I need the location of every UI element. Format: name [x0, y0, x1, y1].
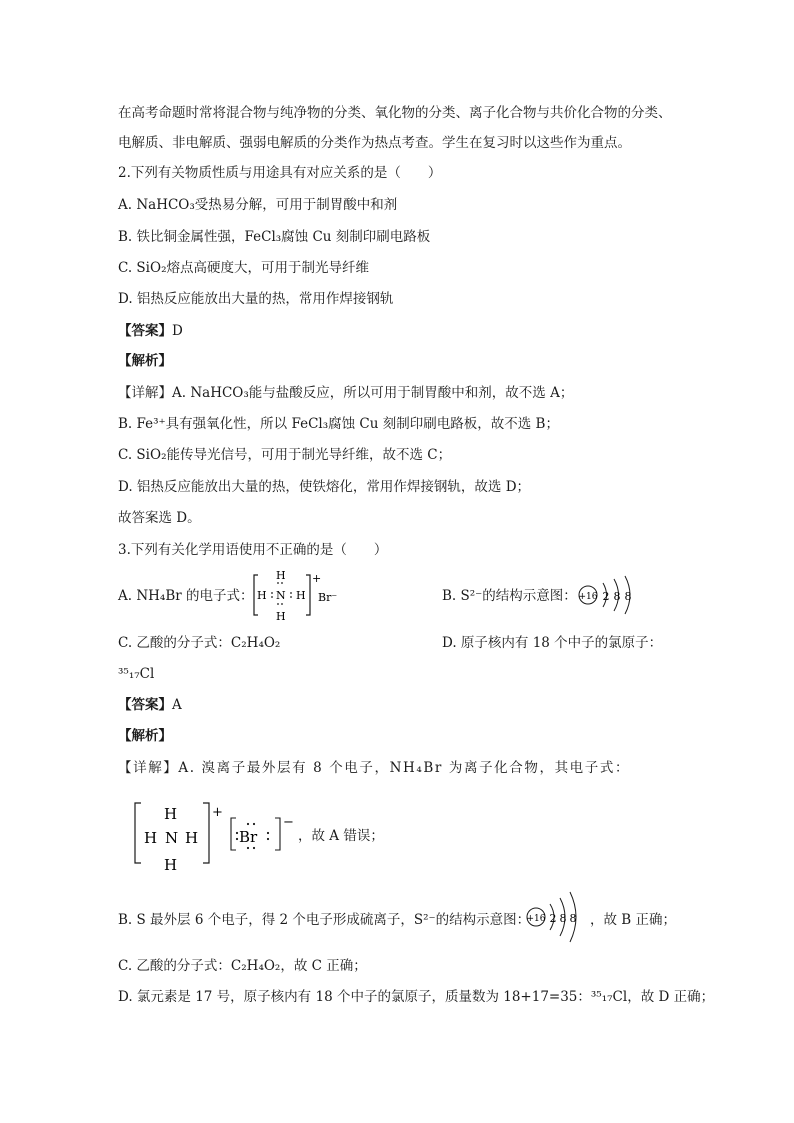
q3-detail-a-tail: ，故 A 错误； — [298, 828, 384, 844]
q3-detail-b: B. S 最外层 6 个电子，得 2 个电子形成硫离子，S²⁻的结构示意图： — [118, 912, 531, 928]
q3-option-a: A. NH₄Br 的电子式： — [118, 588, 254, 604]
q2-option-a: A. NaHCO₃受热易分解，可用于制胃酸中和剂 — [118, 197, 398, 213]
svg-text:8: 8 — [569, 912, 577, 925]
answer-label: 【答案】 — [118, 697, 172, 713]
sulfide-structure-diagram-large — [525, 890, 589, 944]
q3-option-b: B. S²⁻的结构示意图： — [442, 588, 577, 604]
intro-line-1: 在高考命题时常将混合物与纯净物的分类、氧化物的分类、离子化合物与共价化合物的分类、 — [118, 105, 672, 121]
svg-text:H: H — [164, 856, 178, 874]
svg-text:H: H — [257, 589, 267, 602]
svg-text:−: − — [283, 815, 294, 830]
svg-text:H: H — [276, 610, 286, 623]
svg-text:8: 8 — [613, 590, 621, 603]
svg-text:+: + — [312, 572, 322, 585]
answer-value: A — [172, 697, 182, 713]
svg-text:H: H — [144, 829, 158, 847]
q3-option-d: D. 原子核内有 18 个中子的氯原子： — [442, 635, 663, 651]
q2-conclusion: 故答案选 D。 — [118, 510, 201, 526]
svg-text:N: N — [276, 589, 286, 602]
q3-detail-a: 【详解】A. 溴离子最外层有 8 个电子，NH₄Br 为离子化合物，其电子式： — [118, 760, 631, 776]
answer-value: D — [172, 323, 183, 339]
svg-text:N: N — [165, 829, 179, 847]
svg-text:Br: Br — [239, 828, 258, 846]
svg-text:+16: +16 — [526, 914, 546, 924]
q2-answer — [118, 322, 183, 340]
svg-text:H: H — [276, 569, 286, 582]
answer-label: 【答案】 — [118, 323, 172, 339]
intro-line-2: 电解质、非电解质、强弱电解质的分类作为热点考查。学生在复习时以这些作为重点。 — [118, 135, 631, 151]
svg-text:8: 8 — [624, 590, 632, 603]
svg-text:Br⁻: Br⁻ — [318, 591, 338, 604]
nh4br-electron-formula-large — [132, 800, 302, 878]
q3-detail-b-tail: ，故 B 正确； — [590, 912, 677, 928]
svg-text:8: 8 — [559, 912, 567, 925]
q2-analysis-label: 【解析】 — [118, 353, 172, 369]
q2-detail-b: B. Fe³⁺具有强氧化性，所以 FeCl₃腐蚀 Cu 刻制印刷电路板，故不选 B； — [118, 416, 559, 432]
svg-text:H: H — [185, 829, 199, 847]
question-3-stem: 3.下列有关化学用语使用不正确的是（ ） — [118, 542, 388, 558]
svg-text:+16: +16 — [578, 592, 598, 602]
q3-option-d-isotope: ³⁵₁₇Cl — [118, 666, 155, 682]
q2-option-d: D. 铝热反应能放出大量的热，常用作焊接钢轨 — [118, 291, 394, 307]
q3-answer — [118, 696, 182, 714]
question-2-stem: 2.下列有关物质性质与用途具有对应关系的是（ ） — [118, 165, 442, 181]
q2-option-b: B. 铁比铜金属性强，FeCl₃腐蚀 Cu 刻制印刷电路板 — [118, 229, 431, 245]
q3-detail-d: D. 氯元素是 17 号，原子核内有 18 个中子的氯原子，质量数为 18+17=35：³⁵₁₇Cl，故 D 正确； — [118, 989, 715, 1005]
svg-text:H: H — [164, 805, 178, 823]
svg-text:2: 2 — [602, 590, 610, 603]
q3-detail-c: C. 乙酸的分子式：C₂H₄O₂，故 C 正确； — [118, 958, 367, 974]
nh4br-electron-formula-small — [244, 566, 354, 624]
q3-analysis-label: 【解析】 — [118, 728, 172, 744]
sulfide-structure-diagram-small — [577, 574, 647, 618]
q2-detail-c: C. SiO₂能传导光信号，可用于制光导纤维，故不选 C； — [118, 447, 452, 463]
q2-option-c: C. SiO₂熔点高硬度大，可用于制光导纤维 — [118, 260, 369, 276]
q2-detail-a: 【详解】A. NaHCO₃能与盐酸反应，所以可用于制胃酸中和剂，故不选 A； — [118, 385, 574, 401]
svg-text:2: 2 — [549, 912, 557, 925]
svg-text:H: H — [296, 589, 306, 602]
q2-detail-d: D. 铝热反应能放出大量的热，使铁熔化，常用作焊接钢轨，故选 D； — [118, 479, 531, 495]
svg-text:+: + — [212, 805, 223, 820]
q3-option-c: C. 乙酸的分子式：C₂H₄O₂ — [118, 635, 281, 651]
